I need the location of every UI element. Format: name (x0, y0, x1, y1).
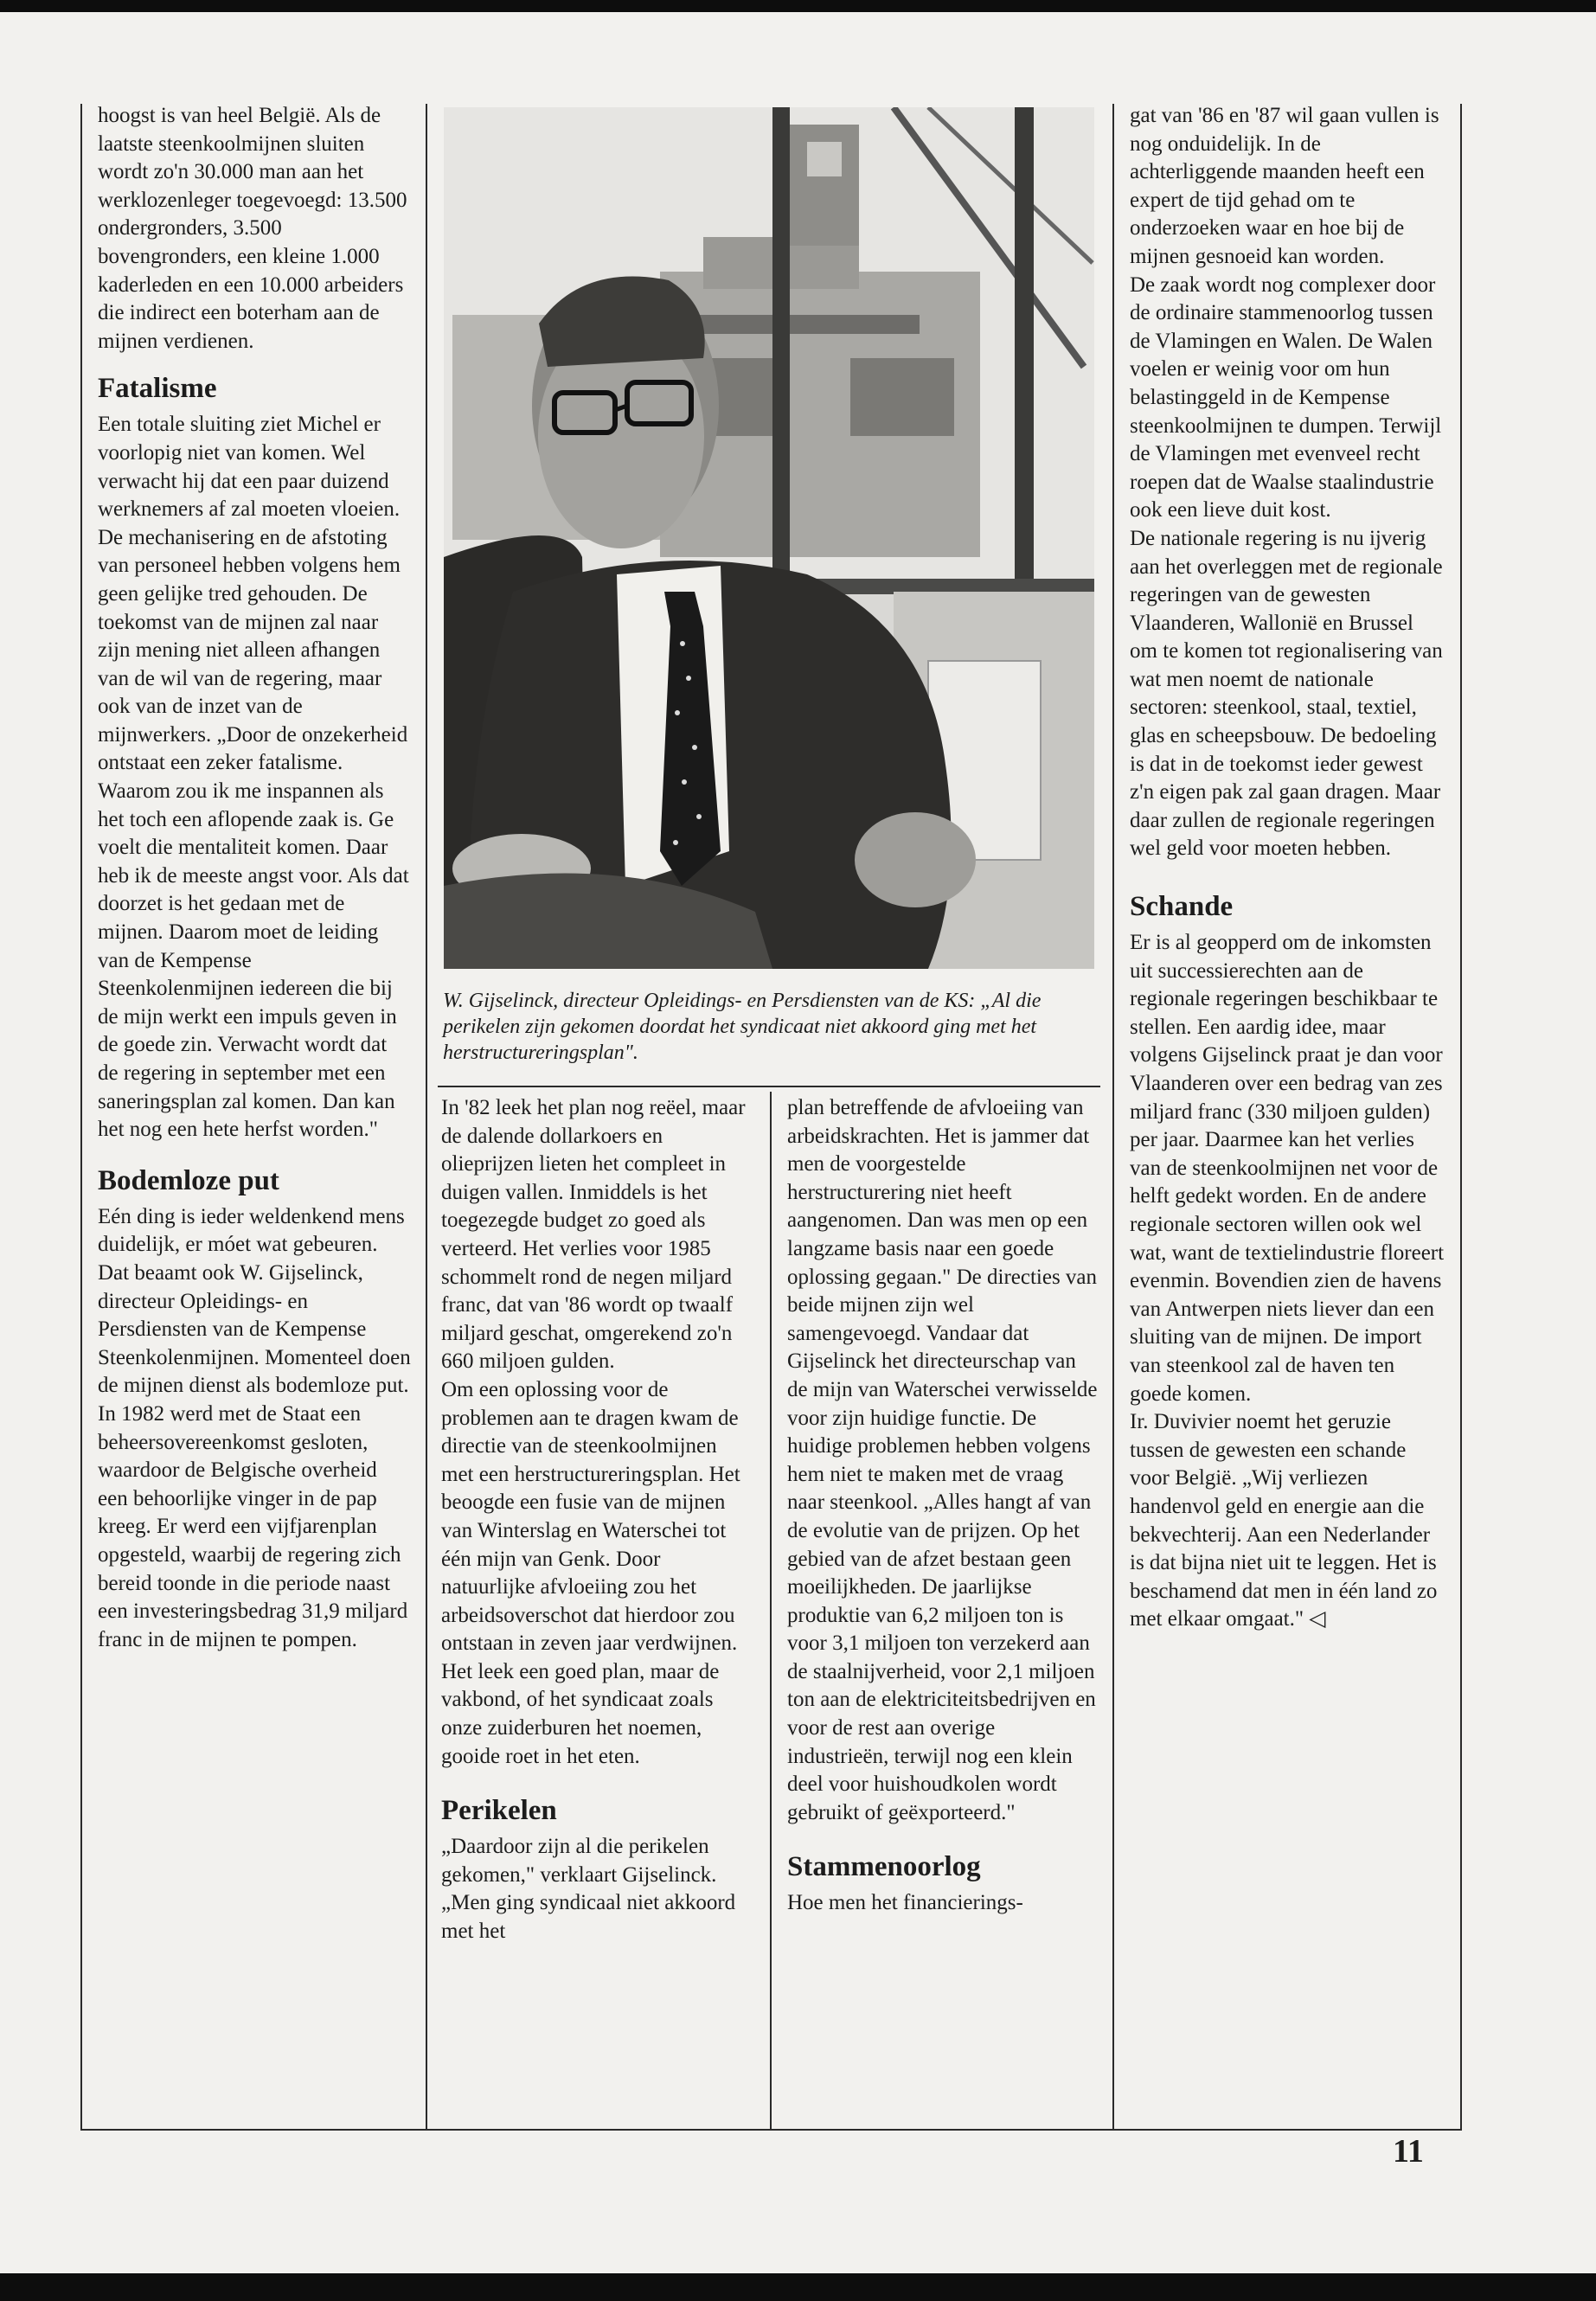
paragraph: De zaak wordt nog complexer door de ordinaire stammenoorlog tussen de Vlamingen en Walen. De Walen voelen er weinig voor om hun belastinggeld in de Kempense steenkoolmijnen te dumpen. Terwijl de Vlamingen met evenveel recht roepen dat de Waalse staalindustrie ook een lieve duit kost. (1130, 272, 1442, 522)
subheading-perikelen: Perikelen (441, 1795, 557, 1827)
top-edge (0, 0, 1596, 12)
paragraph: gat van '86 en '87 wil gaan vullen is nog onduidelijk. In de achterliggende maanden heeft een expert de tijd gehad om te onderzoeken waar en hoe bij de mijnen gesnoeid kan worden. (1130, 104, 1439, 268)
paragraph: Ir. Duvivier noemt het geruzie tussen de gewesten een schande voor België. „Wij verliezen handenvol geld en energie aan die bekvechterij. Aan een Nederlander is dat bijna niet uit te leggen. Het is beschamend dat men in één land zo met elkaar omgaat." ◁ (1130, 1410, 1438, 1631)
paragraph: Een totale sluiting ziet Michel er voorlopig niet van komen. Wel verwacht hij dat een paar duizend werknemers af zal moeten vloeien. De mechanisering en de afstoting van personeel hebben volgens hem geen gelijke tred gehouden. De toekomst van de mijnen zal naar zijn mening niet alleen afhangen van de wil van de regering, maar ook van de inzet van de mijnwerkers. „Door de onzekerheid ontstaat een zeker fatalisme. Waarom zou ik me inspannen als het toch een aflopende zaak is. Ge voelt die mentaliteit komen. Daar heb ik de meeste angst voor. Als dat doorzet is het gedaan met de mijnen. Daarom moet de leiding van de Kempense Steenkolenmijnen iedereen die bij de mijn werkt een impuls geven in de goede zin. Verwacht wordt dat de regering in september met een saneringsplan zal komen. Dan kan het nog een hete herfst worden." (98, 413, 409, 1142)
paragraph: Er is al geopperd om de inkomsten uit successierechten aan de regionale regeringen beschikbaar te stellen. Een aardig idee, maar volgens Gijselinck praat je dan voor Vlaanderen over een bedrag van zes miljard franc (330 miljoen gulden) per jaar. Daarmee kan het verlies van de steenkoolmijnen net voor de helft gedekt worden. En de andere regionale sectoren willen ook wel wat, want de textielindustrie floreert evenmin. Bovendien zien de havens van Antwerpen niets liever dan een sluiting van de mijnen. De import van steenkool zal de haven ten goede komen. (1130, 931, 1445, 1406)
subheading-fatalisme: Fatalisme (98, 373, 217, 405)
frame-left-rule (80, 104, 82, 2130)
bottom-edge (0, 2273, 1596, 2301)
column-rule-2 (1112, 104, 1114, 2130)
subheading-bodemloze-put: Bodemloze put (98, 1164, 279, 1196)
page-number: 11 (1393, 2133, 1424, 2170)
article-column-4 (1130, 102, 1445, 1634)
column-rule-3 (770, 1092, 772, 2130)
portrait-photo (444, 107, 1094, 969)
frame-right-rule (1460, 104, 1462, 2130)
subheading-stammenoorlog: Stammenoorlog (787, 1851, 981, 1883)
photo-caption: W. Gijselinck, directeur Opleidings- en Persdiensten van de KS: „Al die perikelen zijn gekomen doordat het syndicaat niet akkoord ging met het herstructureringsplan". (443, 990, 1042, 1064)
column-rule-1 (426, 104, 427, 2130)
subheading-schande: Schande (1130, 891, 1234, 923)
article-column-3 (787, 1094, 1100, 1918)
paragraph: In '82 leek het plan nog reëel, maar de dalende dollarkoers en olieprijzen lieten het compleet in duigen vallen. Inmiddels is het toegezegde budget zo goed als verteerd. Het verlies voor 1985 schommelt rond de negen miljard franc, dat van '86 wordt op twaalf miljard geschat, omgerekend zo'n 660 miljoen gulden. (441, 1096, 746, 1374)
paragraph: Om een oplossing voor de problemen aan te dragen kwam de directie van de steenkoolmijnen met een herstructureringsplan. Het beoogde een fusie van de mijnen van Winterslag en Waterschei tot één mijn van Genk. Door natuurlijke afvloeiing zou het arbeidsoverschot dat hierdoor zou ontstaan in zeven jaar verdwijnen. Het leek een goed plan, maar de vakbond, of het syndicaat zoals onze zuiderburen het noemen, gooide roet in het eten. (441, 1377, 740, 1768)
paragraph: plan betreffende de afvloeiing van arbeidskrachten. Het is jammer dat men de voorgestelde herstructurering niet heeft aangenomen. Dan was men op een langzame basis naar een goede oplossing gegaan." De directies van beide mijnen zijn wel samengevoegd. Vandaar dat Gijselinck het directeurschap van de mijn van Waterschei verwisselde voor zijn huidige functie. De huidige problemen hebben volgens hem niet te maken met de vraag naar steenkool. „Alles hangt af van de evolutie van de prijzen. Op het gebied van de afzet bestaan geen moeilijkheden. De jaarlijkse produktie van 6,2 miljoen ton is voor 3,1 miljoen ton verzekerd aan de staalnijverheid, voor 2,1 miljoen ton aan de elektriciteitsbedrijven en voor de rest aan overige industrieën, terwijl nog een klein deel voor huishoudkolen wordt gebruikt of geëxporteerd." (787, 1096, 1098, 1824)
paragraph: Eén ding is ieder weldenkend mens duidelijk, er móet wat gebeuren. Dat beaamt ook W. Gijselinck, directeur Opleidings- en Persdiensten van de Kempense Steenkolenmijnen. Momenteel doen de mijnen dienst als bodemloze put. In 1982 werd met de Staat een beheersovereenkomst gesloten, waardoor de Belgische overheid een behoorlijke vinger in de pap kreeg. Er werd een vijfjarenplan opgesteld, waarbij de regering zich bereid toonde in die periode naast een investeringsbedrag 31,9 miljard franc in de mijnen te pompen. (98, 1204, 411, 1651)
paragraph: Hoe men het financierings- (787, 1891, 1023, 1915)
paragraph: hoogst is van heel België. Als de laatste steenkoolmijnen sluiten wordt zo'n 30.000 man aan het werklozenleger toegevoegd: 13.500 ondergronders, 3.500 bovengronders, een kleine 1.000 kaderleden en een 10.000 arbeiders die indirect een boterham aan de mijnen verdienen. (98, 104, 407, 353)
paragraph: De nationale regering is nu ijverig aan het overleggen met de regionale regeringen van de gewesten Vlaanderen, Wallonië en Brussel om te komen tot regionalisering van wat men noemt de nationale sectoren: steenkool, staal, textiel, glas en scheepsbouw. De bedoeling is dat in de toekomst ieder gewest z'n eigen pak zal gaan dragen. Maar daar zullen de regionale regeringen wel geld voor moeten hebben. (1130, 526, 1443, 861)
caption-rule (438, 1086, 1100, 1087)
article-column-1 (98, 102, 411, 1654)
article-column-2 (441, 1094, 754, 1946)
paragraph: „Daardoor zijn al die perikelen gekomen," verklaart Gijselinck. „Men ging syndicaal niet akkoord met het (441, 1835, 736, 1944)
